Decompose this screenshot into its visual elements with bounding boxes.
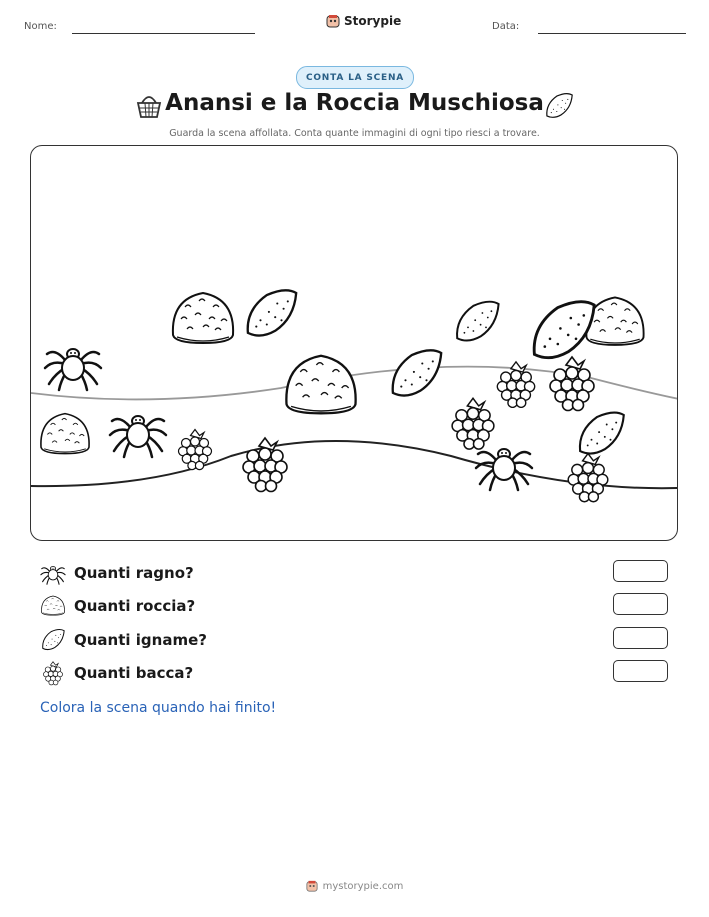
brand-logo [326,14,401,28]
spider-item [476,449,532,490]
berry-item [179,430,212,470]
name-label: Nome: [24,21,57,32]
berry-item [452,398,494,449]
counting-scene [30,145,678,541]
brand-name: Storypie [344,14,402,28]
rock-item [173,293,233,343]
yam-item [393,350,441,395]
question-row [40,660,193,686]
question-row [40,560,194,586]
yam-item [457,302,499,341]
section-badge: CONTA LA SCENA [296,66,414,89]
question-text: Quanti bacca? [74,664,194,682]
question-text: Quanti ragno? [74,564,194,582]
berry-item [568,454,608,502]
date-line[interactable] [538,33,686,34]
footer-url[interactable]: mystorypie.com [322,880,404,892]
yam-icon [40,627,66,653]
question-text: Quanti igname? [74,631,207,649]
mossy-rock-icon [40,593,66,619]
yam-icon [544,91,574,121]
footer [0,880,709,892]
storypie-mascot-icon [306,880,318,892]
rock-item [41,414,89,454]
answer-box-yam[interactable] [613,627,668,649]
spider-item [45,349,101,390]
name-line[interactable] [72,33,255,34]
page-subtitle: Guarda la scena affollata. Conta quante immagini di ogni tipo riesci a trovare. [169,128,540,139]
coloring-note: Colora la scena quando hai finito! [40,700,277,716]
answer-box-spider[interactable] [613,560,668,582]
yam-item [580,413,624,454]
spider-item [110,416,166,457]
question-row [40,593,195,619]
spider-icon [40,560,66,586]
question-row [40,627,207,653]
date-label: Data: [492,21,520,32]
yam-item [534,302,594,358]
rock-item [286,356,355,414]
storypie-mascot-icon [326,14,340,28]
yam-item [248,290,296,335]
berry-item [550,357,594,411]
question-text: Quanti roccia? [74,597,196,615]
answer-box-berry[interactable] [613,660,668,682]
answer-box-rock[interactable] [613,593,668,615]
page-title: Anansi e la Roccia Muschiosa [165,90,544,116]
berry-icon [40,660,66,686]
